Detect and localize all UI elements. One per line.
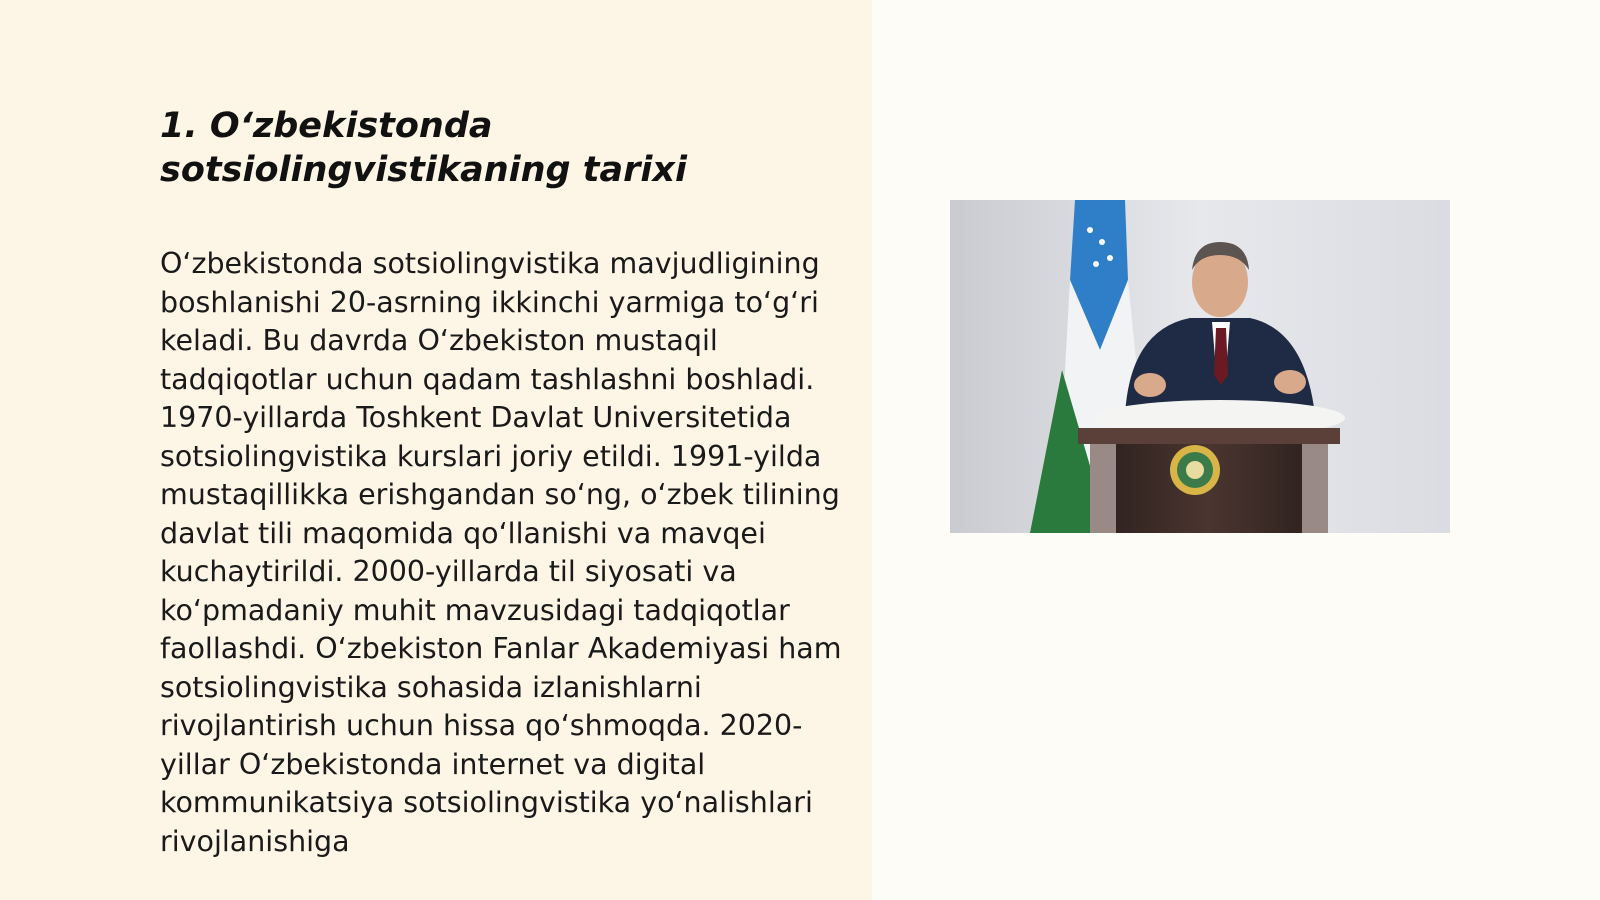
speaker-photo: [950, 200, 1450, 533]
slide-body-text: O‘zbekistonda sotsiolingvistika mavjudligining boshlanishi 20-asrning ikkinchi yarmiga to‘g‘ri keladi. Bu davrda O‘zbekiston mustaqil tadqiqotlar uchun qadam tashlashni boshladi. 1970-yillarda Toshkent Davlat Universitetida sotsiolingvistika kurslari joriy etildi. 1991-yilda mustaqillikka erishgandan so‘ng, o‘zbek tilining davlat tili maqomida qo‘llanishi va mavqei kuchaytirildi. 2000-yillarda til siyosati va ko‘pmadaniy muhit mavzusidagi tadqiqotlar faollashdi. O‘zbekiston Fanlar Akademiyasi ham sotsiolingvistika sohasida izlanishlarni rivojlantirish uchun hissa qo‘shmoqda. 2020-yillar O‘zbekistonda internet va digital kommunikatsiya sotsiolingvistika yo‘nalishlari rivojlanishiga: [160, 247, 842, 858]
slide-title: 1. O‘zbekistonda sotsiolingvistikaning tarixi: [160, 106, 687, 190]
